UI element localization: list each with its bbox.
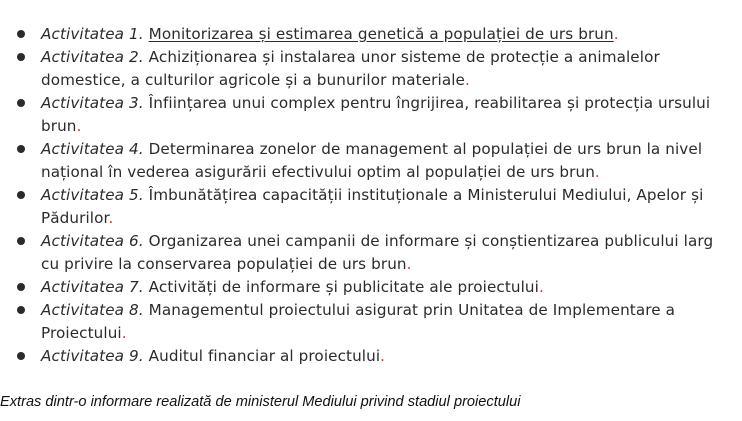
activity-item-9 (0, 345, 742, 368)
activity-text: Determinarea zonelor de management al populației de urs brun la nivel național în vederea asigurării efectivului optim al populației de urs brun (41, 140, 703, 181)
activity-label: Activitatea 5. (41, 186, 149, 204)
activity-label: Activitatea 1. (41, 25, 149, 43)
activity-label: Activitatea 9. (41, 347, 149, 365)
activity-label: Activitatea 8. (41, 301, 149, 319)
activity-period: . (406, 255, 412, 273)
activity-period: . (380, 347, 386, 365)
activity-label: Activitatea 6. (41, 232, 149, 250)
activity-period: . (613, 25, 619, 43)
bullet-icon (17, 237, 25, 245)
activity-text: Auditul financiar al proiectului (148, 347, 381, 365)
bullet-icon (17, 145, 25, 153)
activity-period: . (121, 324, 127, 342)
activity-label: Activitatea 2. (41, 48, 149, 66)
bullet-icon (17, 191, 25, 199)
activity-period: . (538, 278, 544, 296)
activity-period: . (594, 163, 600, 181)
activity-text: Înființarea unui complex pentru îngrijirea, reabilitarea și protecția ursului brun (41, 94, 711, 135)
activity-text: Activități de informare și publicitate ale proiectului (148, 278, 539, 296)
activity-period: . (108, 209, 114, 227)
activity-item-5 (0, 184, 742, 230)
bullet-icon (17, 352, 25, 360)
activity-label: Activitatea 7. (41, 278, 149, 296)
activity-text: Organizarea unei campanii de informare și conștientizarea publicului larg cu privire la conservarea populației de urs brun (41, 232, 714, 273)
bullet-icon (17, 99, 25, 107)
bullet-icon (17, 30, 25, 38)
activity-item-3 (0, 92, 742, 138)
activity-text: Achiziționarea și instalarea unor sisteme de protecție a animalelor domestice, a culturilor agricole și a bunurilor materiale (41, 48, 660, 89)
activity-item-7 (0, 276, 742, 299)
activity-text: Monitorizarea și estimarea genetică a populației de urs brun (148, 25, 614, 43)
activity-text: Managementul proiectului asigurat prin Unitatea de Implementare a Proiectului (41, 301, 676, 342)
activity-period: . (76, 117, 82, 135)
activity-item-2 (0, 46, 742, 92)
bullet-icon (17, 306, 25, 314)
bullet-icon (17, 283, 25, 291)
activity-list (0, 23, 742, 368)
activity-item-4 (0, 138, 742, 184)
source-caption: Extras dintr-o informare realizată de ministerul Mediului privind stadiul proiectului (0, 394, 521, 410)
activity-text: Îmbunătățirea capacității instituționale a Ministerului Mediului, Apelor și Pădurilor (41, 186, 704, 227)
activity-item-1 (0, 23, 742, 46)
activity-period: . (465, 71, 470, 89)
activity-item-6 (0, 230, 742, 276)
activity-label: Activitatea 3. (41, 94, 149, 112)
activity-label: Activitatea 4. (41, 140, 149, 158)
activity-item-8 (0, 299, 742, 345)
bullet-icon (17, 53, 25, 61)
